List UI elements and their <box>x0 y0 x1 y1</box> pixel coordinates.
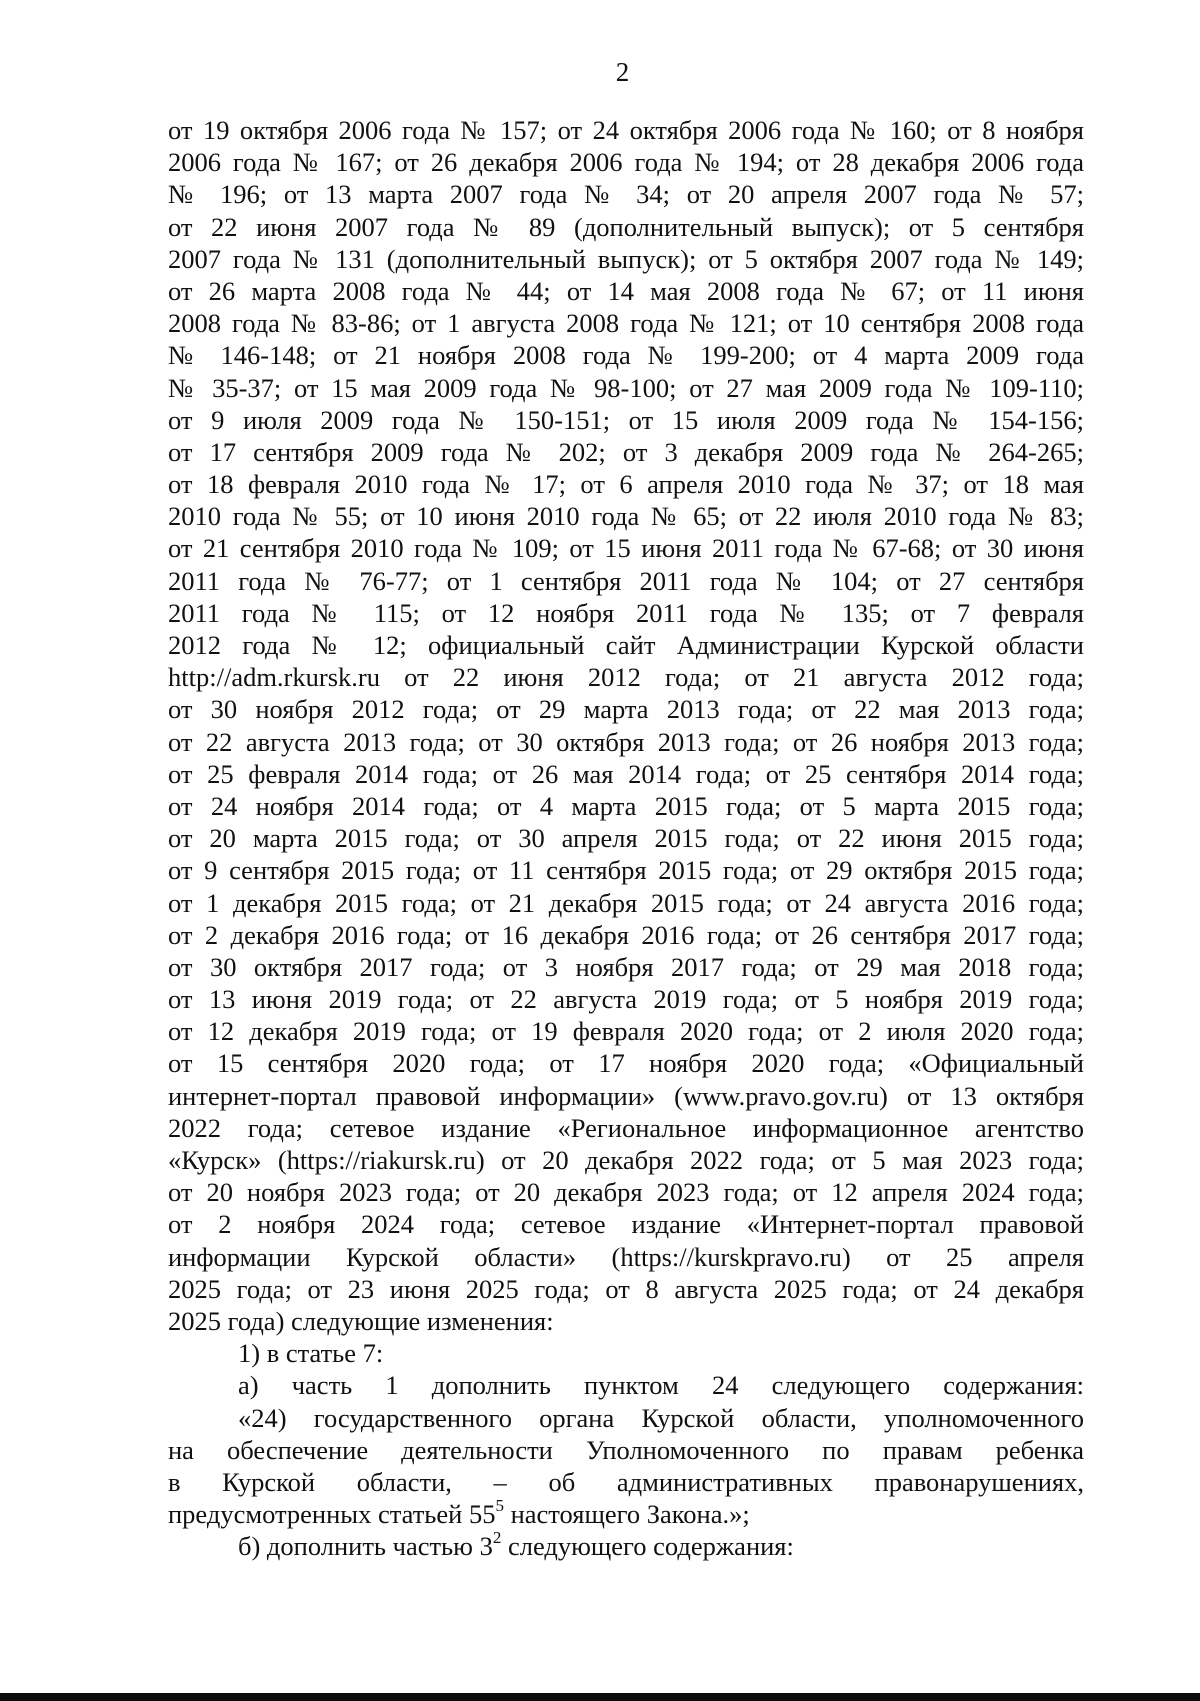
text-line: от 18 февраля 2010 года № 17; от 6 апреля 2010 года № 37; от 18 мая <box>168 469 1084 500</box>
text-line: от 9 сентября 2015 года; от 11 сентября 2015 года; от 29 октября 2015 года; <box>168 855 1084 886</box>
quote-text-end: настоящего Закона.»; <box>503 1499 750 1530</box>
text-line: № 146-148; от 21 ноября 2008 года № 199-200; от 4 марта 2009 года <box>168 340 1084 371</box>
text-line: информации Курской области» (https://kurskpravo.ru) от 25 апреля <box>168 1241 1084 1272</box>
text-line: 2025 года; от 23 июня 2025 года; от 8 августа 2025 года; от 24 декабря <box>168 1273 1084 1304</box>
text-line: 2025 года) следующие изменения: <box>168 1305 554 1336</box>
scan-bottom-border <box>0 1693 1200 1701</box>
text-line: 2008 года № 83-86; от 1 августа 2008 года № 121; от 10 сентября 2008 года <box>168 308 1084 339</box>
text-line: от 17 сентября 2009 года № 202; от 3 декабря 2009 года № 264-265; <box>168 436 1084 467</box>
text-line: http://adm.rkursk.ru от 22 июня 2012 года; от 21 августа 2012 года; <box>168 662 1084 693</box>
text-line: от 2 ноября 2024 года; сетевое издание «Интернет-портал правовой <box>168 1209 1084 1240</box>
text-line: 2010 года № 55; от 10 июня 2010 года № 65; от 22 июля 2010 года № 83; <box>168 501 1084 532</box>
text-line: от 20 марта 2015 года; от 30 апреля 2015 года; от 22 июня 2015 года; <box>168 823 1084 854</box>
text-line: 2006 года № 167; от 26 декабря 2006 года № 194; от 28 декабря 2006 года <box>168 147 1084 178</box>
item-1-article-7: 1) в статье 7: <box>238 1338 384 1369</box>
text-line: от 30 ноября 2012 года; от 29 марта 2013 года; от 22 мая 2013 года; <box>168 694 1084 725</box>
text-line: 2007 года № 131 (дополнительный выпуск); от 5 октября 2007 года № 149; <box>168 243 1084 274</box>
text-line: от 19 октября 2006 года № 157; от 24 октября 2006 года № 160; от 8 ноября <box>168 115 1084 145</box>
text-line: от 21 сентября 2010 года № 109; от 15 июня 2011 года № 67-68; от 30 июня <box>168 533 1084 564</box>
text-line: интернет-портал правовой информации» (www.pravo.gov.ru) от 13 октября <box>168 1080 1084 1111</box>
quote-line: на обеспечение деятельности Уполномоченного по правам ребенка <box>168 1434 1084 1465</box>
item-b-text: б) дополнить частью 3 <box>238 1531 493 1562</box>
text-line: от 25 февраля 2014 года; от 26 мая 2014 года; от 25 сентября 2014 года; <box>168 758 1084 789</box>
item-a-part-1: а) часть 1 дополнить пунктом 24 следующего содержания: <box>238 1370 1084 1401</box>
text-line: 2011 года № 115; от 12 ноября 2011 года № 135; от 7 февраля <box>168 597 1084 628</box>
text-line: от 9 июля 2009 года № 150-151; от 15 июля 2009 года № 154-156; <box>168 404 1084 435</box>
document-body <box>168 114 1084 1562</box>
amendment-sources-paragraph <box>168 114 1084 1337</box>
text-line: от 22 августа 2013 года; от 30 октября 2013 года; от 26 ноября 2013 года; <box>168 726 1084 757</box>
text-line: № 35-37; от 15 мая 2009 года № 98-100; от 27 мая 2009 года № 109-110; <box>168 372 1084 403</box>
text-line: от 15 сентября 2020 года; от 17 ноября 2020 года; «Официальный <box>168 1048 1084 1079</box>
page-number: 2 <box>615 57 630 87</box>
item-b-part-3-2 <box>168 1530 1084 1562</box>
text-line: 2011 года № 76-77; от 1 сентября 2011 года № 104; от 27 сентября <box>168 565 1084 596</box>
text-line: от 24 ноября 2014 года; от 4 марта 2015 года; от 5 марта 2015 года; <box>168 790 1084 821</box>
text-line: 2012 года № 12; официальный сайт Администрации Курской области <box>168 630 1084 660</box>
text-line: от 1 декабря 2015 года; от 21 декабря 2015 года; от 24 августа 2016 года; <box>168 887 1084 918</box>
item-b-text-end: следующего содержания: <box>501 1531 794 1562</box>
quote-line: «24) государственного органа Курской области, уполномоченного <box>238 1402 1084 1433</box>
quoted-amendment <box>168 1402 1084 1531</box>
part-superscript: 2 <box>492 1528 502 1548</box>
text-line: от 20 ноября 2023 года; от 20 декабря 2023 года; от 12 апреля 2024 года; <box>168 1177 1084 1208</box>
article-superscript: 5 <box>495 1496 504 1516</box>
text-line: от 12 декабря 2019 года; от 19 февраля 2020 года; от 2 июля 2020 года; <box>168 1016 1084 1047</box>
text-line: от 13 июня 2019 года; от 22 августа 2019 года; от 5 ноября 2019 года; <box>168 984 1084 1015</box>
text-line: от 22 июня 2007 года № 89 (дополнительный выпуск); от 5 сентября <box>168 211 1084 242</box>
quote-line-last <box>168 1498 1084 1530</box>
text-line: от 30 октября 2017 года; от 3 ноября 2017 года; от 29 мая 2018 года; <box>168 951 1084 982</box>
text-line: № 196; от 13 марта 2007 года № 34; от 20 апреля 2007 года № 57; <box>168 179 1084 210</box>
text-line: 2022 года; сетевое издание «Региональное информационное агентство <box>168 1112 1084 1143</box>
quote-line: в Курской области, – об административных правонарушениях, <box>168 1466 1084 1497</box>
text-line: от 2 декабря 2016 года; от 16 декабря 2016 года; от 26 сентября 2017 года; <box>168 919 1084 950</box>
text-line: от 26 марта 2008 года № 44; от 14 мая 2008 года № 67; от 11 июня <box>168 275 1084 306</box>
text-line: «Курск» (https://riakursk.ru) от 20 декабря 2022 года; от 5 мая 2023 года; <box>168 1145 1084 1175</box>
quote-text: предусмотренных статьей 55 <box>168 1499 496 1530</box>
